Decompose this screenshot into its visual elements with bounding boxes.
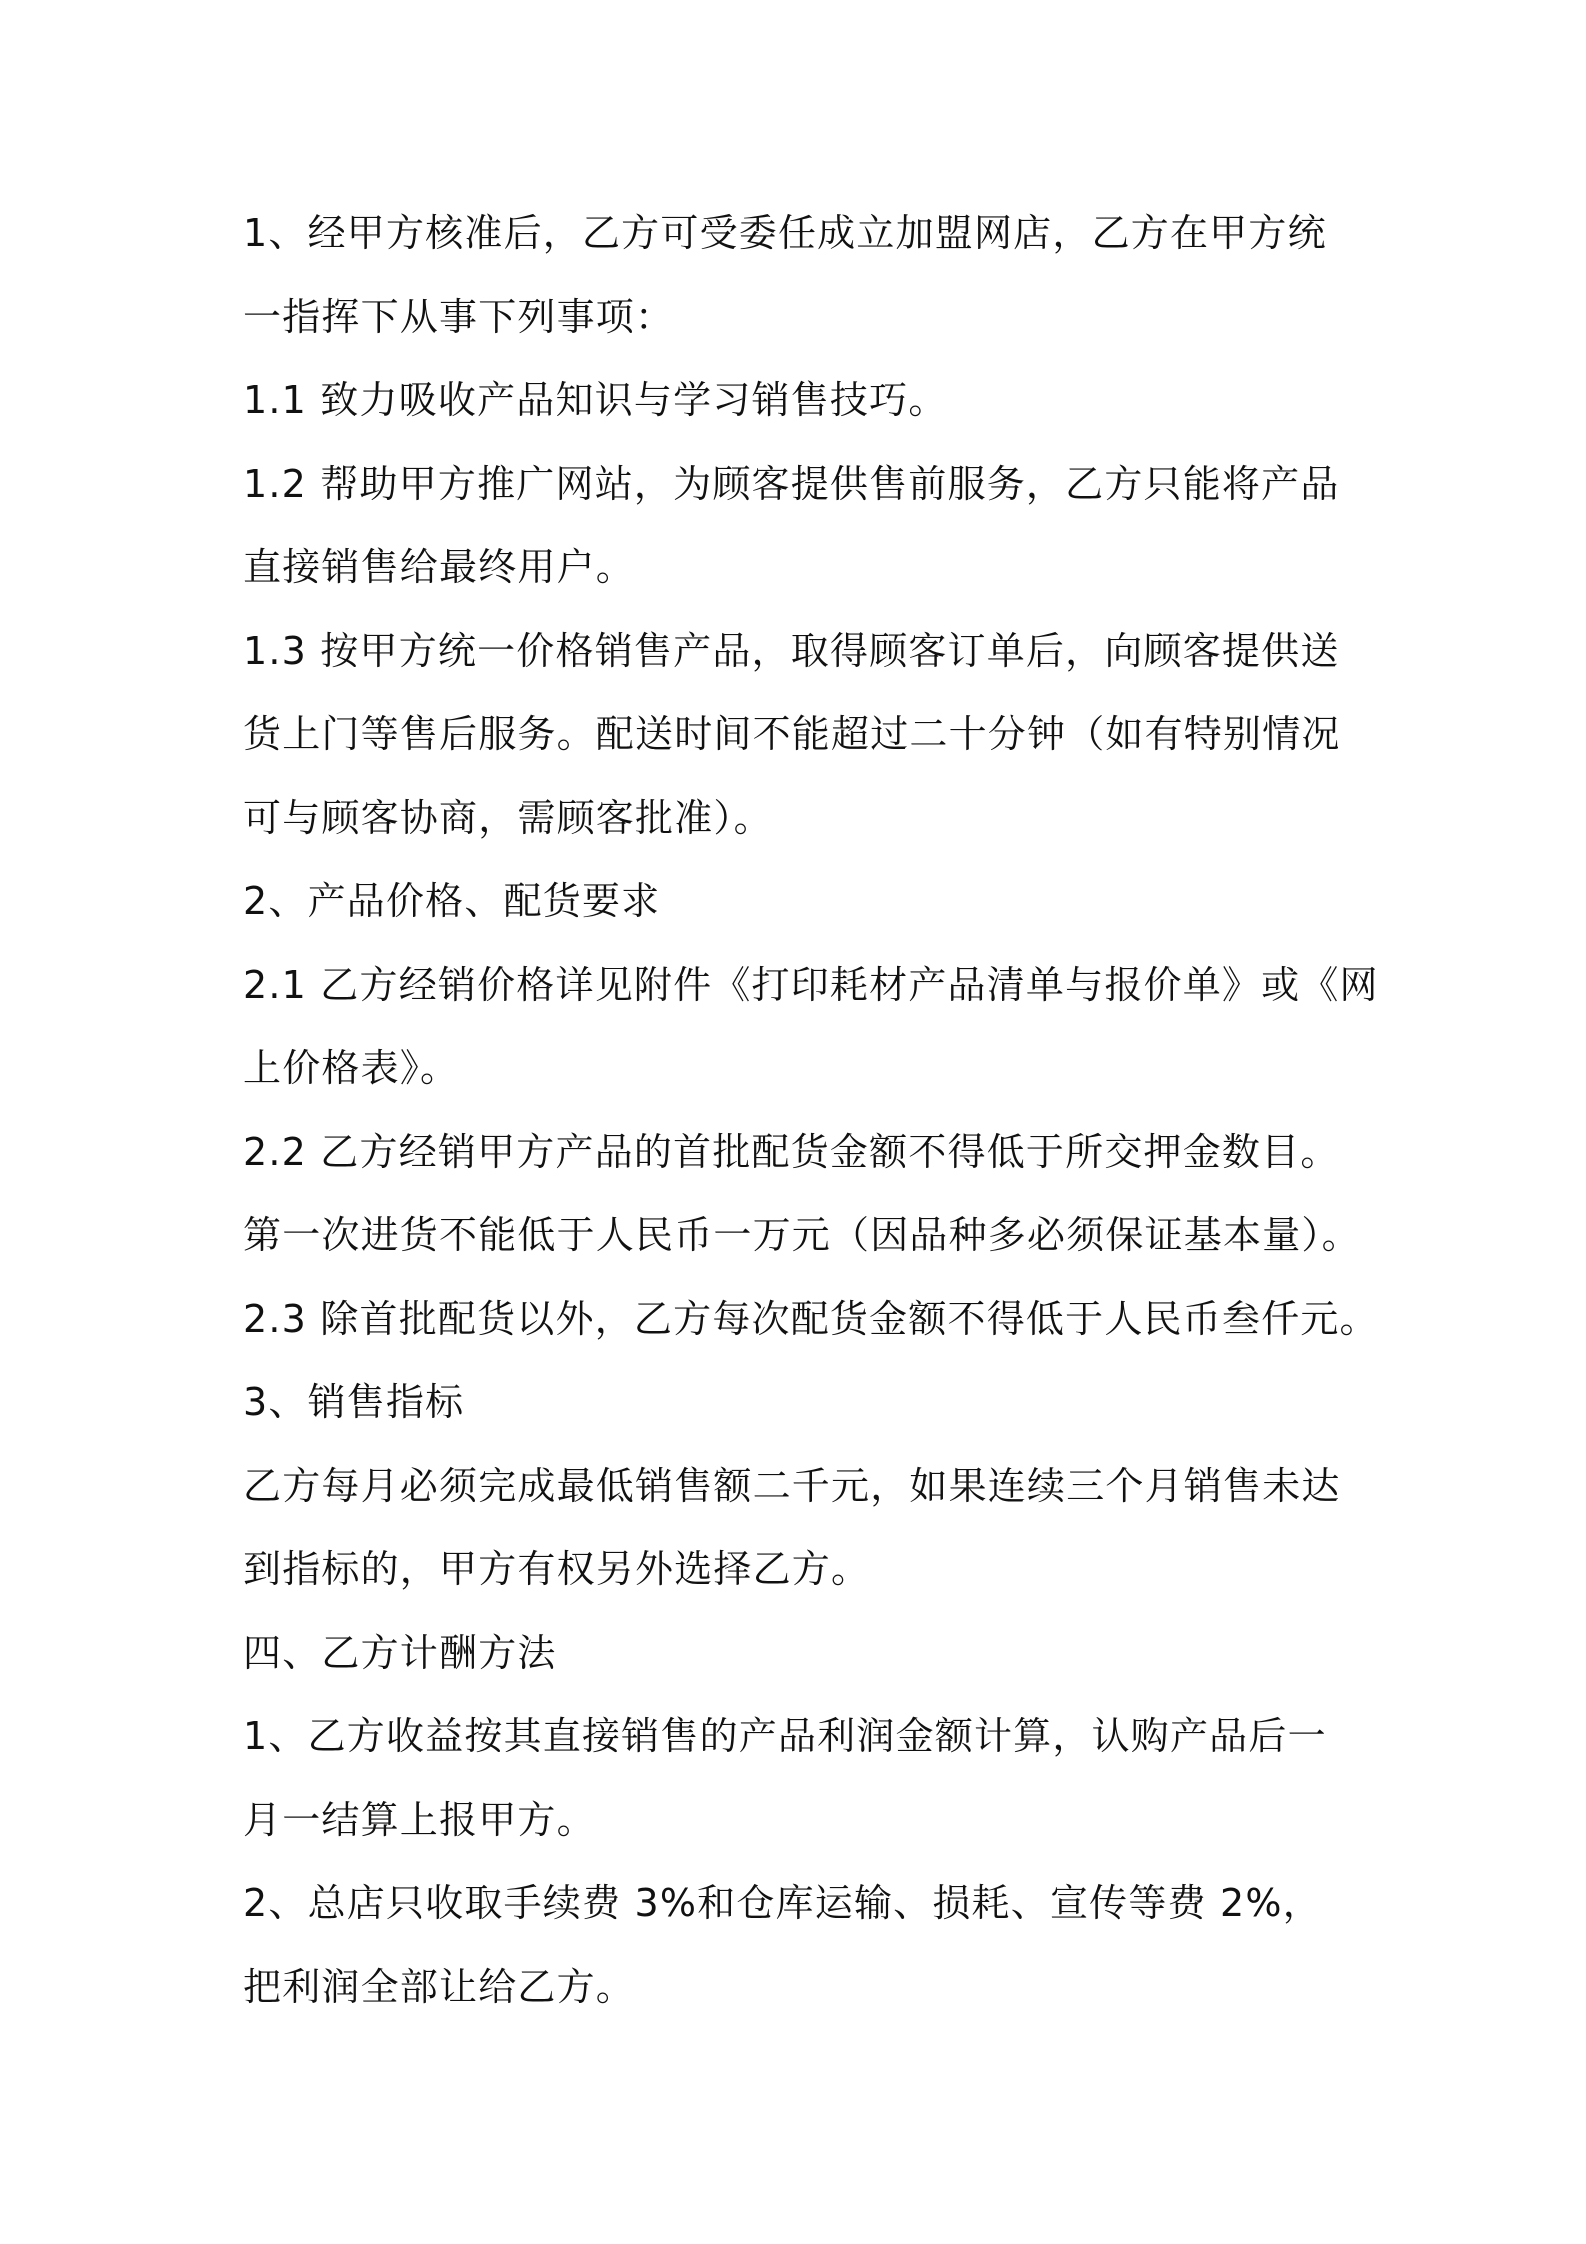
text-line: 1.2 帮助甲方推广网站，为顾客提供售前服务，乙方只能将产品 <box>243 461 1340 506</box>
clause-2-2 <box>243 1111 1373 1278</box>
text-line: 乙方每月必须完成最低销售额二千元，如果连续三个月销售未达 <box>243 1463 1341 1508</box>
section-4-heading <box>243 1612 1373 1696</box>
text-line: 2.3 除首批配货以外，乙方每次配货金额不得低于人民币叁仟元。 <box>243 1296 1379 1341</box>
text-line: 1.3 按甲方统一价格销售产品，取得顾客订单后，向顾客提供送 <box>243 628 1340 673</box>
section-3-heading <box>243 1361 1373 1445</box>
text-line: 1.1 致力吸收产品知识与学习销售技巧。 <box>243 378 948 422</box>
clause-2-3 <box>243 1278 1379 1362</box>
text-line: 上价格表》。 <box>243 1046 460 1090</box>
text-line: 把利润全部让给乙方。 <box>243 1964 636 2009</box>
text-line: 四、乙方计酬方法 <box>243 1630 557 1675</box>
text-line: 2.2 乙方经销甲方产品的首批配货金额不得低于所交押金数目。 <box>243 1129 1340 1174</box>
text-line: 1、经甲方核准后，乙方可受委任成立加盟网店，乙方在甲方统 <box>243 211 1327 255</box>
section-2-heading <box>243 860 1373 944</box>
compensation-clause-1 <box>243 1695 1373 1862</box>
text-line: 1、乙方收益按其直接销售的产品利润金额计算，认购产品后一 <box>243 1714 1327 1758</box>
text-line: 货上门等售后服务。配送时间不能超过二十分钟（如有特别情况 <box>243 712 1341 756</box>
text-line: 直接销售给最终用户。 <box>243 545 636 589</box>
text-line: 可与顾客协商，需顾客批准）。 <box>243 795 773 840</box>
text-line: 一指挥下从事下列事项： <box>243 294 675 339</box>
text-line: 2、产品价格、配货要求 <box>243 879 661 923</box>
clause-1-2 <box>243 443 1373 610</box>
clause-2-1 <box>243 944 1379 1111</box>
clause-1-3 <box>243 610 1373 861</box>
text-line: 月一结算上报甲方。 <box>243 1797 596 1842</box>
text-line: 到指标的，甲方有权另外选择乙方。 <box>243 1547 871 1591</box>
text-line: 第一次进货不能低于人民币一万元（因品种多必须保证基本量）。 <box>243 1213 1361 1257</box>
compensation-clause-2 <box>243 1862 1373 2029</box>
text-line: 2、总店只收取手续费 3%和仓库运输、损耗、宣传等费 2%， <box>243 1881 1322 1925</box>
clause-1 <box>243 192 1373 359</box>
text-line: 3、销售指标 <box>243 1380 465 1424</box>
text-line: 2.1 乙方经销价格详见附件《打印耗材产品清单与报价单》或《网 <box>243 962 1379 1007</box>
sales-target-clause <box>243 1445 1373 1612</box>
clause-1-1 <box>243 359 1373 443</box>
document-body <box>243 192 1379 2029</box>
